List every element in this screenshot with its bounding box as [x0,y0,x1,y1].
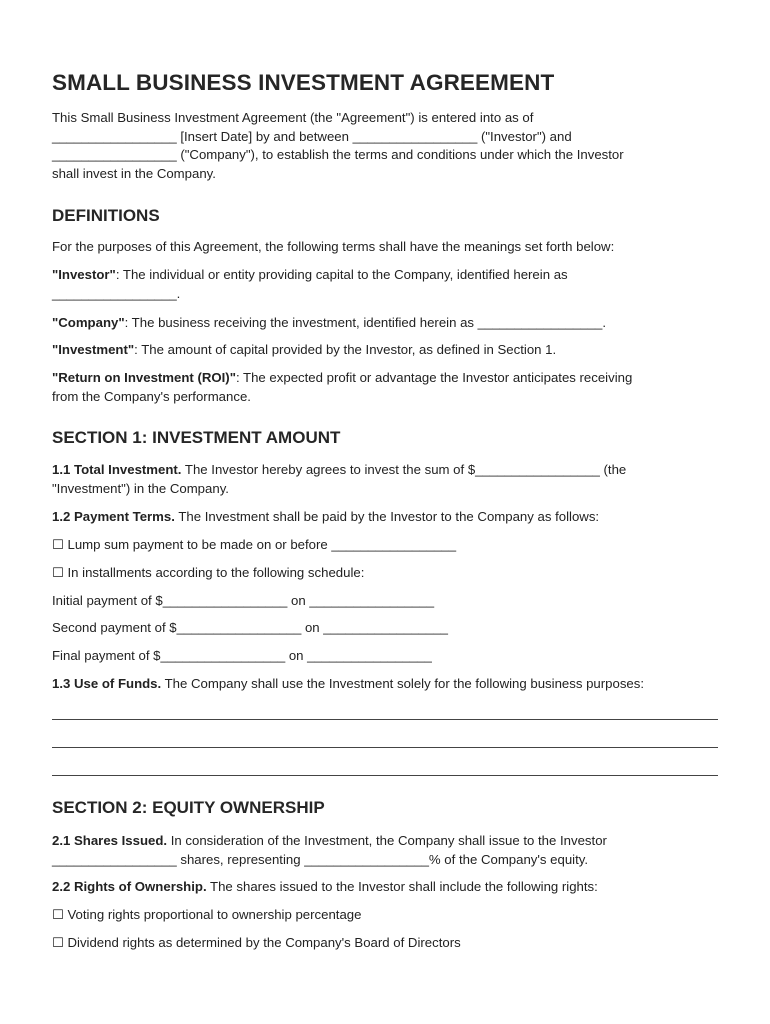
definition-term: "Company" [52,315,125,330]
final-payment-line: Final payment of $_________________ on _________________ [52,648,432,663]
definition-company [52,314,606,333]
checkbox-voting-rights[interactable]: ☐ Voting rights proportional to ownership percentage [52,907,362,922]
definition-text: : The individual or entity providing capital to the Company, identified herein as [115,267,568,282]
clause-text: The Company shall use the Investment solely for the following business purposes: [161,676,645,691]
document-title: SMALL BUSINESS INVESTMENT AGREEMENT [52,70,555,95]
blank-line[interactable] [52,775,718,776]
definition-text: from the Company's performance. [52,388,251,404]
clause-text: In consideration of the Investment, the Company shall issue to the Investor [167,833,607,848]
clause-1-1 [52,461,626,498]
clause-1-2 [52,508,599,527]
intro-line: shall invest in the Company. [52,165,216,181]
clause-2-1 [52,832,607,869]
clause-label: 1.2 Payment Terms. [52,509,175,524]
definition-investor [52,266,568,303]
clause-text: The Investor hereby agrees to invest the sum of $_________________ (the [181,462,627,477]
clause-text: The Investment shall be paid by the Investor to the Company as follows: [174,509,600,524]
definition-investment [52,341,556,360]
intro-line: This Small Business Investment Agreement (the "Agreement") is entered into as of [52,110,534,125]
definition-term: "Return on Investment (ROI)" [52,370,236,385]
intro-paragraph [52,109,624,183]
clause-text: The shares issued to the Investor shall include the following rights: [206,879,598,894]
definition-term: "Investor" [52,267,116,282]
section1-heading: SECTION 1: INVESTMENT AMOUNT [52,428,341,447]
clause-text: _________________ shares, representing _________________% of the Company's equity. [52,851,589,867]
definition-text: : The amount of capital provided by the Investor, as defined in Section 1. [134,342,557,357]
checkbox-lump-sum[interactable]: ☐ Lump sum payment to be made on or before _________________ [52,537,457,552]
checkbox-dividend-rights[interactable]: ☐ Dividend rights as determined by the Company's Board of Directors [52,935,461,950]
definitions-heading: DEFINITIONS [52,206,160,225]
definition-text: _________________. [52,285,181,301]
clause-label: 2.2 Rights of Ownership. [52,879,207,894]
definition-text: : The expected profit or advantage the Investor anticipates receiving [235,370,633,385]
clause-label: 1.1 Total Investment. [52,462,182,477]
clause-1-3 [52,675,644,694]
intro-line: _________________ ("Company"), to establish the terms and conditions under which the Investor [52,147,624,162]
second-payment-line: Second payment of $_________________ on _________________ [52,620,448,635]
clause-text: "Investment") in the Company. [52,480,229,496]
initial-payment-line: Initial payment of $_________________ on _________________ [52,593,435,608]
definition-roi [52,369,632,406]
intro-line: _________________ [Insert Date] by and between _________________ ("Investor") and [52,128,572,144]
checkbox-installments[interactable]: ☐ In installments according to the following schedule: [52,565,365,580]
blank-line[interactable] [52,719,718,720]
definition-text: : The business receiving the investment, identified herein as _________________. [124,315,607,330]
clause-label: 1.3 Use of Funds. [52,676,162,691]
clause-2-2 [52,878,598,897]
definition-term: "Investment" [52,342,135,357]
definitions-lead: For the purposes of this Agreement, the following terms shall have the meanings set forth below: [52,239,615,254]
clause-label: 2.1 Shares Issued. [52,833,168,848]
blank-line[interactable] [52,747,718,748]
section2-heading: SECTION 2: EQUITY OWNERSHIP [52,798,325,817]
